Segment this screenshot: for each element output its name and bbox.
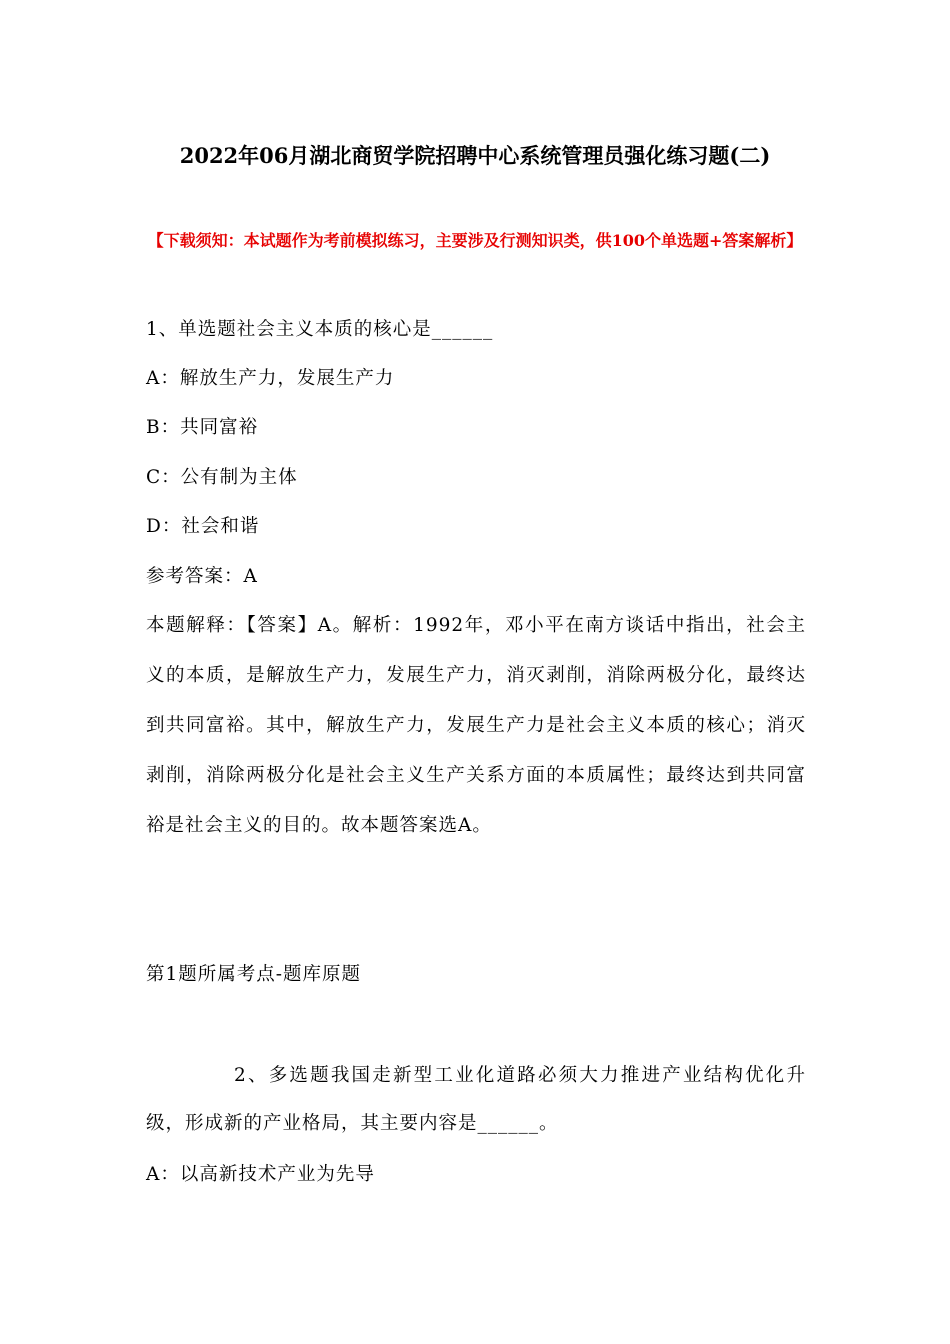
question-1-option-d: D：社会和谐 [146, 516, 260, 537]
download-notice: 【下载须知：本试题作为考前模拟练习，主要涉及行测知识类，供100个单选题+答案解析】 [147, 231, 803, 250]
question-2-text: 2、多选题我国走新型工业化道路必须大力推进产业结构优化升级，形成新的产业格局，其主要内容是______。 [146, 1065, 806, 1134]
question-1-option-c: C：公有制为主体 [146, 467, 298, 488]
page-title: 2022年06月湖北商贸学院招聘中心系统管理员强化练习题(二) [179, 143, 771, 168]
question-1-text: 1、单选题社会主义本质的核心是______ [146, 319, 494, 340]
question-1-explanation: 本题解释：【答案】A。解析：1992年，邓小平在南方谈话中指出，社会主义的本质，是解放生产力，发展生产力，消灭剥削，消除两极分化，最终达到共同富裕。其中，解放生产力，发展生产力是社会主义本质的核心；消灭剥削，消除两极分化是社会主义生产关系方面的本质属性；最终达到共同富裕是社会主义的目的。故本题答案选A。 [146, 615, 806, 836]
question-1-answer: 参考答案：A [146, 566, 258, 587]
question-1-option-a: A：解放生产力，发展生产力 [146, 368, 395, 389]
question-2-option-a: A：以高新技术产业为先导 [146, 1164, 375, 1185]
question-1-option-b: B：共同富裕 [146, 417, 259, 438]
question-1-source: 第1题所属考点-题库原题 [146, 964, 362, 985]
